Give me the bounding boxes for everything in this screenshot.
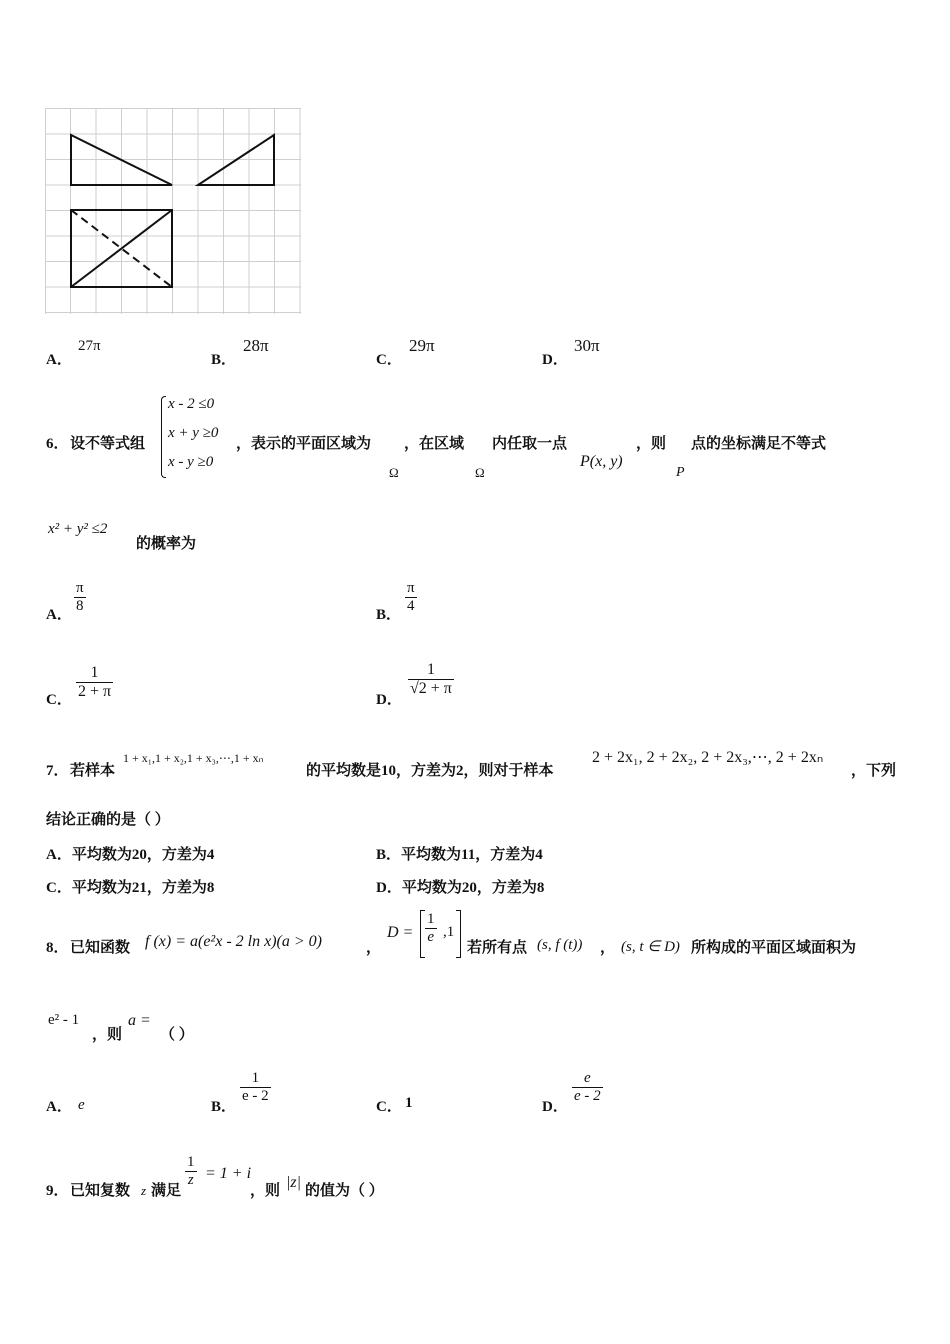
q8-condition: (s, t ∈ D): [621, 939, 680, 955]
q6-text-4: ，则: [636, 436, 667, 452]
q6-option-b-fraction: $\frac{\pi}{4}$: [407, 580, 415, 614]
q9-equation: = 1 + i: [205, 1165, 252, 1182]
q6-p: P: [676, 465, 685, 480]
q6-text-2: ，在区域: [404, 436, 465, 452]
q6-text-1: ，表示的平面区域为: [236, 436, 372, 452]
q7-option-a: A．平均数为20，方差为4: [46, 847, 215, 863]
q7-option-d: D．平均数为20，方差为8: [376, 880, 545, 896]
q8-domain-tail: ,1: [443, 924, 455, 940]
q8-option-d-fraction: $\frac{e}{e - 2}$: [574, 1070, 601, 1104]
q7-tail: ，下列: [851, 763, 897, 779]
q7-sample-1: 1 + x₁,1 + x₂,1 + x₃,⋯,1 + xₙ: [123, 751, 264, 765]
q7-line-2: 结论正确的是（ ）: [46, 812, 170, 828]
q6-number: 6．: [46, 436, 69, 452]
q8-domain-fraction: $\frac{1}{e}$: [427, 911, 435, 945]
q8-option-b-label: B．: [211, 1099, 237, 1115]
q6-inequality: x² + y² ≤2: [48, 521, 108, 537]
q6-option-b-label: B．: [376, 607, 402, 623]
q8-a-equals: a =: [128, 1012, 151, 1029]
q6-text-3: 内任取一点: [492, 436, 568, 452]
q5-option-a-label: A．: [46, 352, 72, 368]
q7-sample-2: 2 + 2x₁, 2 + 2x₂, 2 + 2x₃,⋯, 2 + 2xₙ: [592, 749, 824, 766]
q8-paren: （ ）: [160, 1027, 194, 1043]
q6-omega-2: Ω: [475, 465, 485, 480]
q8-option-c-label: C．: [376, 1099, 402, 1115]
q5-option-c-label: C．: [376, 352, 402, 368]
q9-lead: 已知复数: [70, 1183, 131, 1199]
q7-number: 7．: [46, 763, 69, 779]
q8-lead: 已知函数: [70, 940, 131, 956]
q8-bracket-right: [456, 910, 461, 958]
q8-comma: ，: [366, 940, 382, 956]
q6-tail: 的概率为: [136, 536, 197, 552]
q6-system-brace: [161, 396, 166, 478]
q8-domain-label: D =: [387, 924, 414, 941]
q9-abs-z: |z|: [286, 1174, 302, 1191]
q8-option-a-value: e: [78, 1097, 85, 1113]
q5-option-b-label: B．: [211, 352, 237, 368]
q8-option-d-label: D．: [542, 1099, 568, 1115]
q6-ineq3: x - y ≥0: [168, 454, 214, 470]
q7-option-c: C．平均数为21，方差为8: [46, 880, 215, 896]
q8-option-b-fraction: $\frac{1}{e - 2}$: [242, 1070, 269, 1104]
three-view-figure: [45, 108, 301, 314]
q6-lead: 设不等式组: [70, 436, 146, 452]
q7-option-b: B．平均数为11，方差为4: [376, 847, 543, 863]
q5-option-c-value: 29π: [409, 336, 435, 355]
q8-function: f (x) = a(e²x - 2 ln x)(a > 0): [145, 933, 322, 950]
q6-option-a-label: A．: [46, 607, 72, 623]
q8-number: 8．: [46, 940, 69, 956]
q8-text-3: ，则: [92, 1027, 123, 1043]
q7-lead: 若样本: [70, 763, 116, 779]
q8-option-c-value: 1: [405, 1095, 413, 1111]
q5-option-b-value: 28π: [243, 336, 269, 355]
q6-option-a-fraction: $\frac{\pi}{8}$: [76, 580, 84, 614]
q9-number: 9．: [46, 1183, 69, 1199]
q9-z: z: [141, 1183, 147, 1198]
q9-text-2: ，则: [250, 1183, 281, 1199]
q6-option-c-fraction: $\frac{1}{2 + \pi}$: [78, 664, 112, 700]
q5-option-d-label: D．: [542, 352, 568, 368]
q6-option-c-label: C．: [46, 692, 72, 708]
q5-option-d-value: 30π: [574, 336, 600, 355]
q9-text-1: 满足: [151, 1183, 182, 1199]
q8-point: (s, f (t)): [537, 937, 583, 953]
q9-text-3: 的值为（ ）: [305, 1183, 384, 1199]
q6-option-d-fraction: $\frac{1}{√2 + \pi}$: [410, 661, 452, 697]
q8-area: e² - 1: [48, 1012, 80, 1028]
q6-text-5: 点的坐标满足不等式: [691, 436, 827, 452]
q6-ineq2: x + y ≥0: [168, 425, 219, 441]
q9-fraction: $\frac{1}{z}$: [187, 1154, 195, 1188]
q5-option-a-value: 27π: [78, 338, 101, 354]
q6-ineq1: x - 2 ≤0: [168, 396, 215, 412]
q8-option-a-label: A．: [46, 1099, 72, 1115]
q6-option-d-label: D．: [376, 692, 402, 708]
q8-text-2: 所构成的平面区域面积为: [691, 940, 857, 956]
q8-text-1: 若所有点: [467, 940, 528, 956]
q7-middle: 的平均数是10，方差为2，则对于样本: [306, 763, 554, 779]
q6-point: P(x, y): [580, 453, 623, 470]
q8-comma-2: ，: [600, 940, 616, 956]
q6-omega-1: Ω: [389, 465, 399, 480]
